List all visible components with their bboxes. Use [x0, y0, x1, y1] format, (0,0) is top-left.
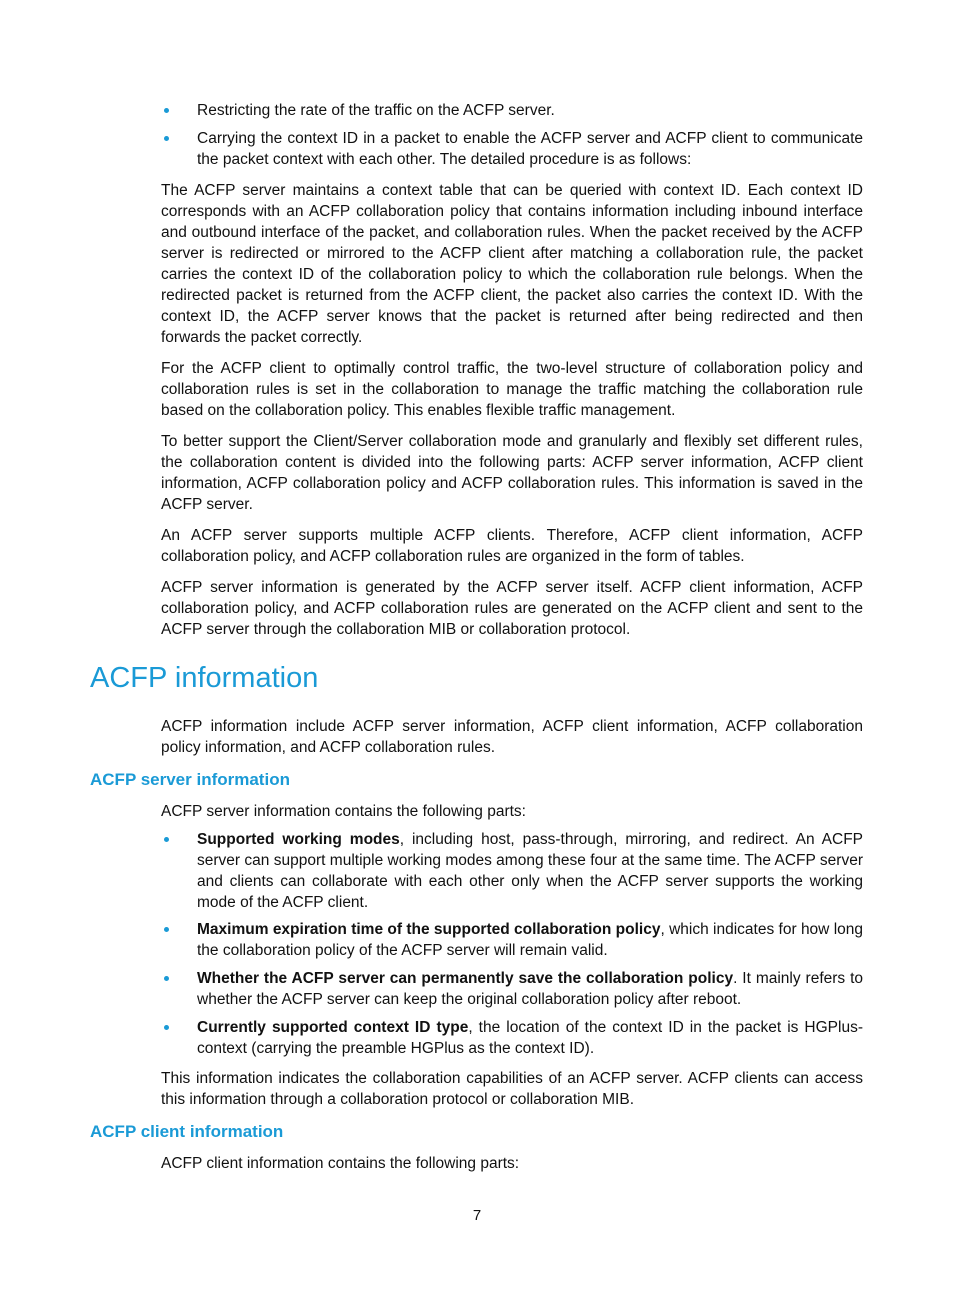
paragraph: ACFP server information is generated by the ACFP server itself. ACFP client information, ACFP collaboration policy, and ACFP collaboration rules are generated on the ACFP client and sent to the ACFP server through the collaboration MIB or collaboration protocol. [161, 579, 863, 638]
bullet-text: , including host, pass-through, mirroring, and redirect. An ACFP server can support multiple working modes among these four at the same time. The ACFP server and clients can collaborate with each other only when the ACFP server supports the working mode of the ACFP client. [197, 831, 863, 911]
bullet-text: , which indicates for how long the collaboration policy of the ACFP server will remain valid. [197, 921, 863, 959]
bullet-term: Whether the ACFP server can permanently save the collaboration policy [197, 970, 734, 987]
bullet-icon [164, 927, 169, 932]
section-intro: ACFP information include ACFP server information, ACFP client information, ACFP collaboration policy information, and ACFP collaboration rules. [161, 718, 863, 756]
subheading-client-info: ACFP client information [90, 1122, 284, 1141]
bullet-text: , the location of the context ID in the packet is HGPlus-context (carrying the preamble HGPlus as the context ID). [197, 1019, 863, 1057]
page-number: 7 [472, 1207, 482, 1224]
list-item [161, 128, 863, 170]
bullet-icon [164, 136, 169, 141]
list-item [161, 100, 863, 121]
bullet-text: . It mainly refers to whether the ACFP server can keep the original collaboration policy after reboot. [197, 970, 863, 1008]
paragraph: To better support the Client/Server collaboration mode and granularly and flexibly set different rules, the collaboration content is divided into the following parts: ACFP server information, ACFP client information, ACFP collaboration policy and ACFP collaboration rules. This information is saved in the ACFP server. [161, 433, 863, 513]
bullet-icon [164, 108, 169, 113]
bullet-icon [164, 837, 169, 842]
bullet-term: Currently supported context ID type [197, 1019, 469, 1036]
section-heading: ACFP information [90, 662, 319, 694]
client-info-lead: ACFP client information contains the following parts: [161, 1155, 520, 1172]
server-info-lead: ACFP server information contains the following parts: [161, 803, 526, 820]
bullet-term: Maximum expiration time of the supported collaboration policy [197, 921, 661, 938]
list-item [161, 1017, 863, 1059]
bullet-text: Carrying the context ID in a packet to enable the ACFP server and ACFP client to communicate the packet context with each other. The detailed procedure is as follows: [197, 130, 863, 168]
subheading-server-info: ACFP server information [90, 770, 290, 789]
server-info-bullet-list [161, 829, 863, 1059]
bullet-term: Supported working modes [197, 831, 400, 848]
paragraph: An ACFP server supports multiple ACFP clients. Therefore, ACFP client information, ACFP collaboration policy, and ACFP collaboration rules are organized in the form of tables. [161, 527, 863, 565]
intro-bullet-list [161, 100, 863, 170]
list-item [161, 919, 863, 961]
server-info-bullet-block [161, 829, 863, 1059]
paragraph: The ACFP server maintains a context table that can be queried with context ID. Each context ID corresponds with an ACFP collaboration policy that contains information including inbound interface and outbound interface of the packet, and collaboration rules. When the packet received by the ACFP server is redirected or mirrored to the ACFP client after matching a collaboration rule, the packet carries the context ID of the collaboration policy to which the collaboration rule belongs. When the redirected packet is returned from the ACFP client, the packet also carries the context ID. With the context ID, the ACFP server knows that the packet is returned after being redirected and then forwards the packet correctly. [161, 182, 863, 346]
bullet-icon [164, 1025, 169, 1030]
paragraph: For the ACFP client to optimally control traffic, the two-level structure of collaboration policy and collaboration rules is set in the collaboration to manage the traffic matching the collaboration rule based on the collaboration policy. This enables flexible traffic management. [161, 360, 863, 419]
list-item [161, 968, 863, 1010]
list-item [161, 829, 863, 913]
server-info-closing: This information indicates the collaboration capabilities of an ACFP server. ACFP clients can access this information through a collaboration protocol or collaboration MIB. [161, 1070, 863, 1108]
intro-bullet-block [161, 100, 863, 170]
bullet-text: Restricting the rate of the traffic on the ACFP server. [197, 102, 555, 119]
bullet-icon [164, 976, 169, 981]
